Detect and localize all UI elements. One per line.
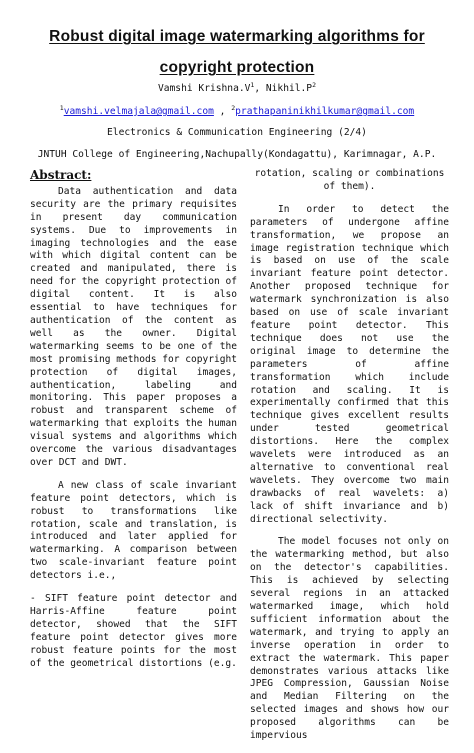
email-2-sup: 2 <box>231 103 236 112</box>
left-column <box>30 168 237 681</box>
right-column <box>250 168 449 753</box>
abstract-paragraph-2: A new class of scale invariant feature point detectors, which is robust to transformations like rotation, scale and translation, is introduced and later applied for watermarking. A comparison between two scale-invariant feature point detectors i.e., <box>30 479 237 582</box>
abstract-paragraph-1: Data authentication and data security are the primary requisites in present day communication systems. Due to improvements in imaging technologies and the ease with which digital content can be created and manipulated, there is need for the copyright protection of digital content. It is also essential to have techniques for authentication of the content as well as the owner. Digital watermarking seems to be one of the most promising methods for copyright protection of digital images, authentication, labeling and monitoring. This paper proposes a robust and transparent scheme of watermarking that exploits the human visual systems and algorithms which overcome the various disadvantages over DCT and DWT. <box>30 185 237 468</box>
right-paragraph-0: rotation, scaling or combinations of them). <box>254 168 445 192</box>
right-paragraph-2: The model focuses not only on the watermarking method, but also on the detector's capabilities. This is achieved by selecting several regions in an attacked watermarked image, which hold sufficient information about the watermark, and trying to apply an inverse operation in order to extract the watermark. This paper demonstrates various attacks like JPEG Compression, Gaussian Noise and Median Filtering on the selected images and shows how our proposed algorithms can be impervious <box>250 536 449 742</box>
email-2-link[interactable]: prathapaninikhilkumar@gmail.com <box>235 106 415 117</box>
paper-title-line-1: Robust digital image watermarking algorithms for <box>49 28 425 45</box>
email-1-sup: 1 <box>59 103 64 112</box>
author-separator: , Nikhil.P <box>254 83 313 94</box>
abstract-heading: Abstract: <box>30 168 92 182</box>
abstract-paragraph-3: - SIFT feature point detector and Harris-Affine feature point detector, showed that the SIFT feature point detector gives more robust feature points for the most of the geometrical distortions (e.g. <box>30 593 237 669</box>
paper-title-line-2: copyright protection <box>159 59 315 76</box>
department-line: Electronics & Communication Engineering (2/4) <box>107 127 367 138</box>
email-separator: , <box>213 106 232 117</box>
email-line <box>0 103 474 117</box>
author-1-name: Vamshi Krishna.V <box>157 83 251 94</box>
college-line: JNTUH College of Engineering,Nachupally(Kondagattu), Karimnagar, A.P. <box>37 149 437 160</box>
email-1-link[interactable]: vamshi.velmajala@gmail.com <box>63 106 214 117</box>
author-line <box>0 80 474 94</box>
author-2-sup: 2 <box>312 80 317 89</box>
author-1-sup: 1 <box>250 80 255 89</box>
right-paragraph-1: In order to detect the parameters of undergone affine transformation, we propose an image registration technique which is based on use of the scale invariant feature point detector. Another proposed technique for watermark synchronization is also based on use of scale invariant feature point detector. This technique does not use the original image to determine the parameters of affine transformation which include rotation and scaling. It is experimentally confirmed that this technique gives excellent results under tested geometrical distortions. Here the complex wavelets were introduced as an alternative to conventional real wavelets. They overcome two main drawbacks of real wavelets: a) lack of shift invariance and b) directional selectivity. <box>250 203 449 525</box>
